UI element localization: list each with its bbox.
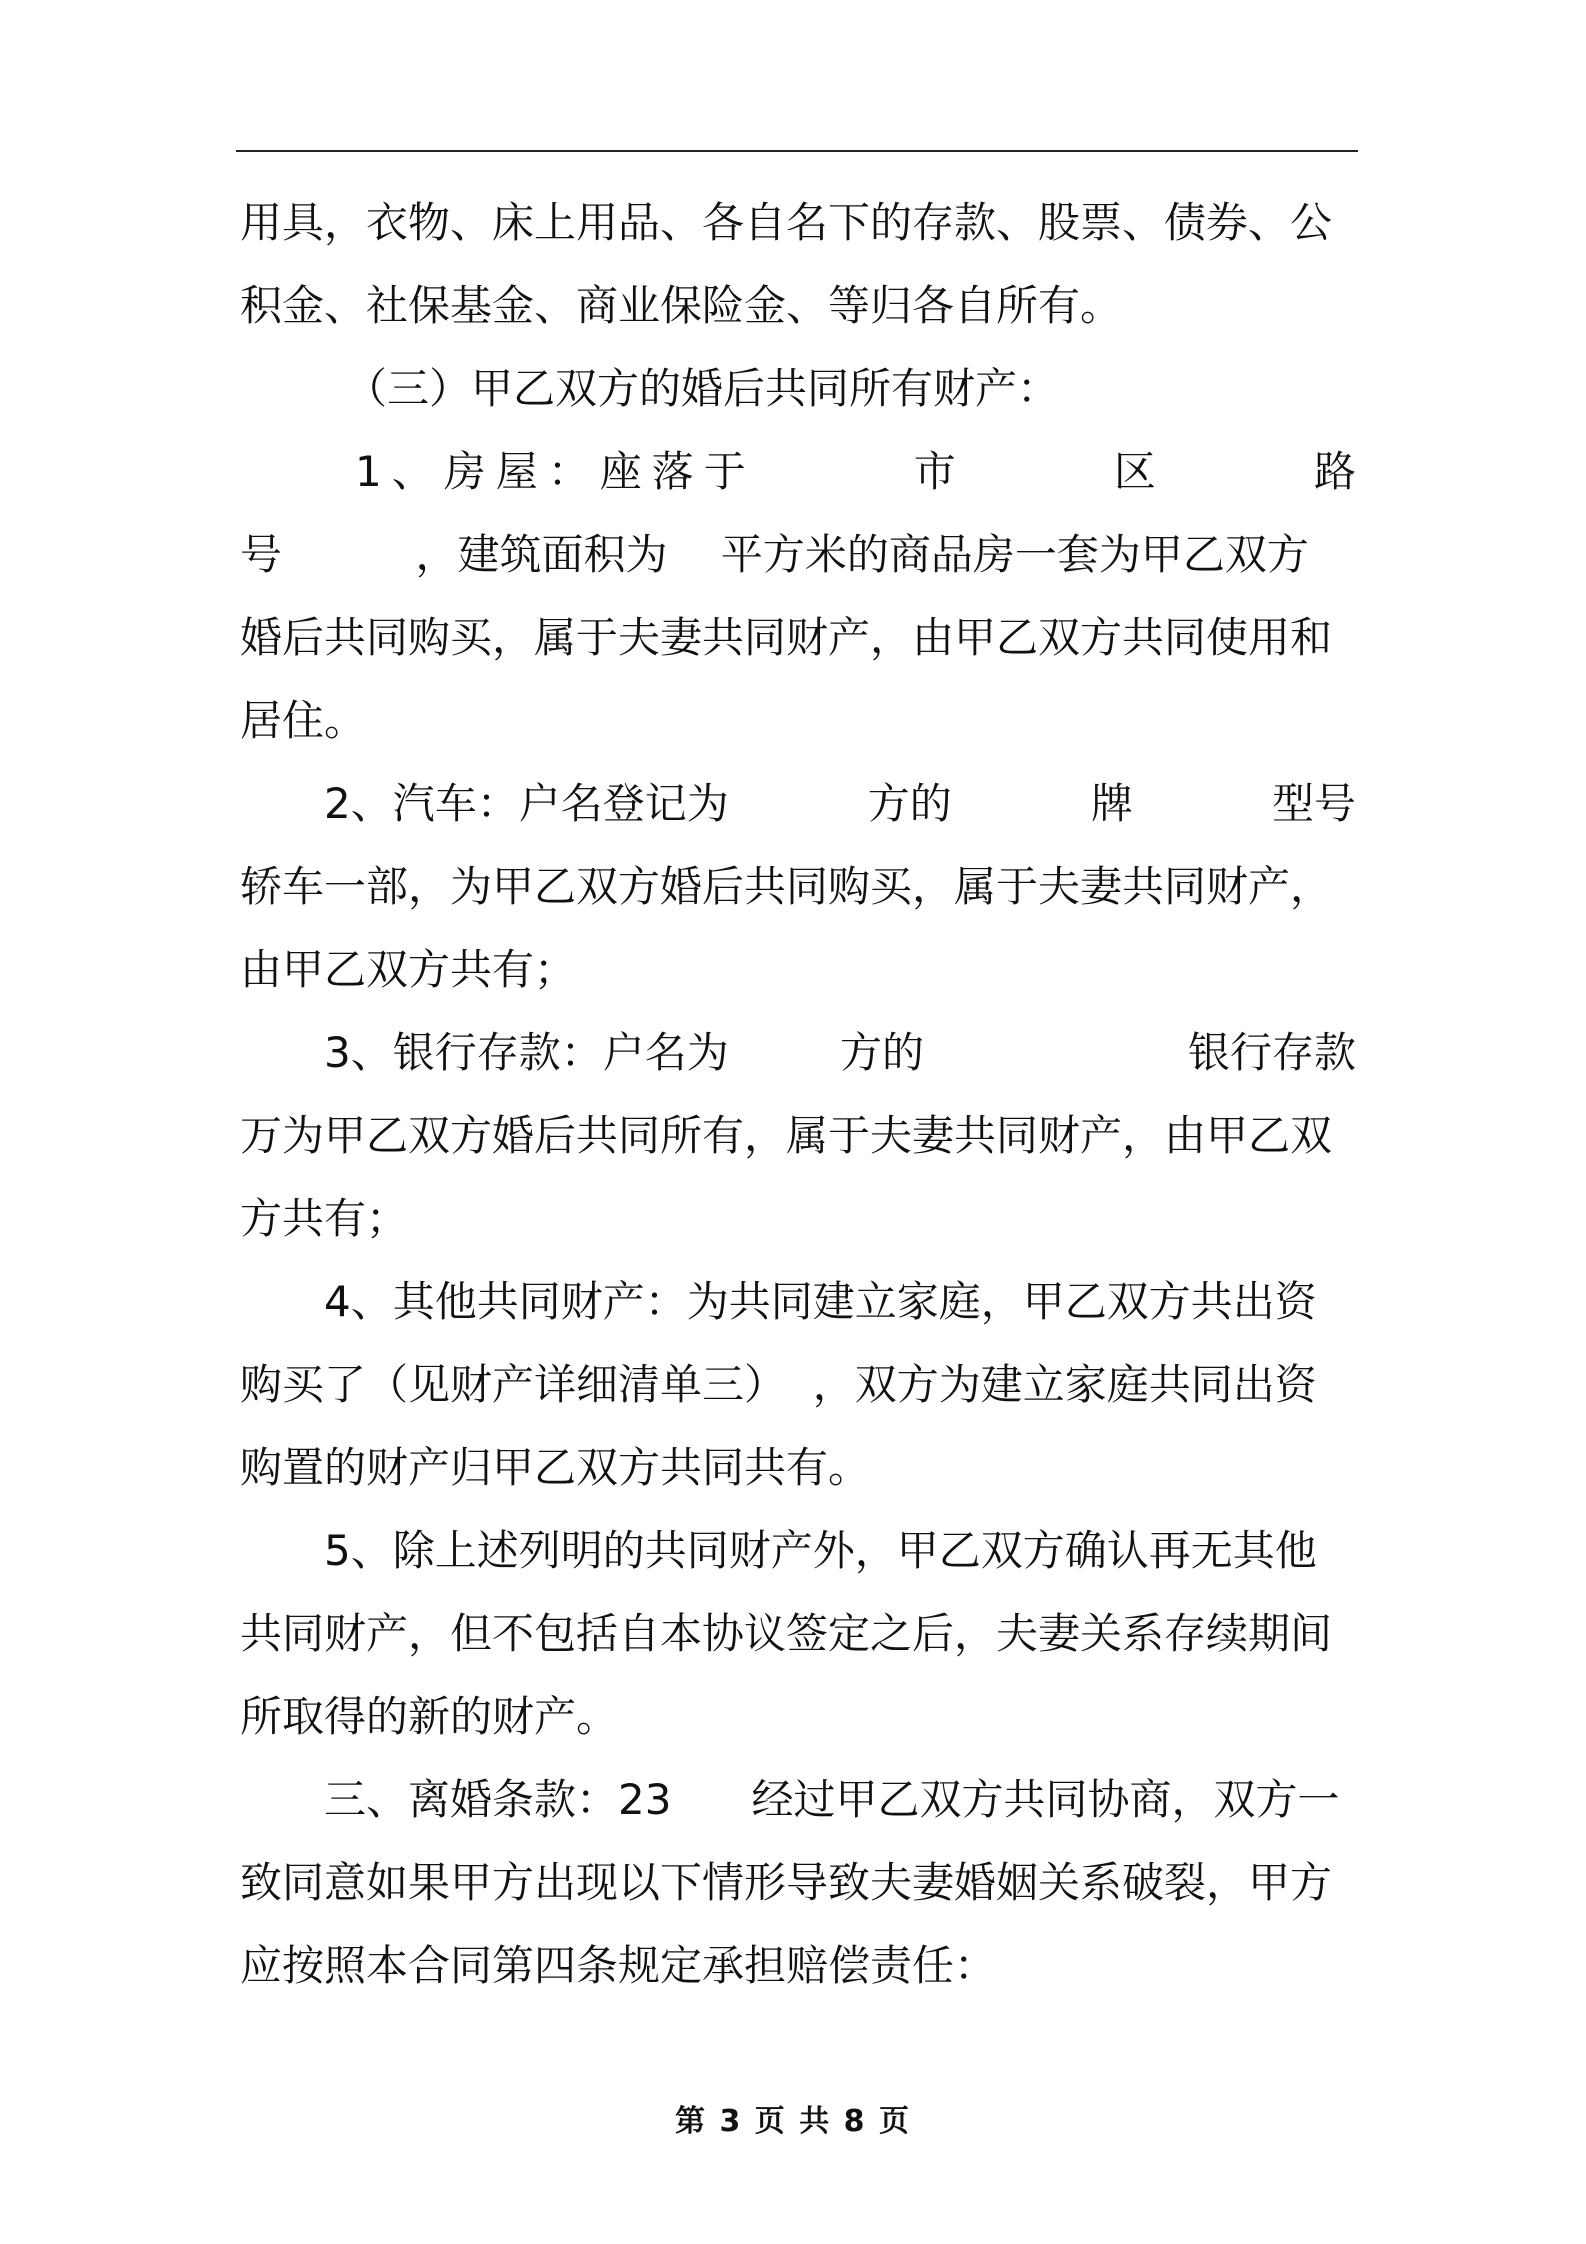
- text-line-other-1: 4、其他共同财产：为共同建立家庭，甲乙双方共出资: [324, 1277, 1317, 1326]
- bank-line: [240, 1018, 1356, 1088]
- text-line-house-3: 婚后共同购买，属于夫妻共同财产，由甲乙双方共同使用和: [240, 613, 1333, 662]
- bank-owner: 方的: [840, 1028, 925, 1077]
- car-model: 型号: [1271, 779, 1356, 828]
- text-line-house-2: 号 ，建筑面积为 平方米的商品房一套为甲乙双方: [240, 530, 1309, 579]
- text-line-exclusion-1: 5、除上述列明的共同财产外，甲乙双方确认再无其他: [324, 1526, 1317, 1575]
- car-label: 2、汽车：户名登记为: [324, 779, 729, 828]
- section-heading-divorce-terms: 三、离婚条款：23 经过甲乙双方共同协商，双方一: [324, 1775, 1340, 1824]
- house-label: 1、房屋：座落于: [355, 447, 756, 496]
- text-line-car-3: 由甲乙双方共有；: [240, 945, 577, 994]
- house-district: 区: [1113, 447, 1156, 496]
- section-heading-joint-property: （三）甲乙双方的婚后共同所有财产：: [345, 364, 1060, 413]
- text-line-other-3: 购置的财产归甲乙双方共同共有。: [240, 1443, 871, 1492]
- text-line-exclusion-2: 共同财产，但不包括自本协议签定之后，夫妻关系存续期间: [240, 1609, 1333, 1658]
- text-line-divorce-3: 应按照本合同第四条规定承担赔偿责任：: [240, 1941, 997, 1990]
- text-line-divorce-2: 致同意如果甲方出现以下情形导致夫妻婚姻关系破裂，甲方: [240, 1858, 1333, 1907]
- house-city: 市: [913, 447, 956, 496]
- header-rule: [236, 150, 1358, 152]
- text-line-exclusion-3: 所取得的新的财产。: [240, 1692, 619, 1741]
- text-line-house-4: 居住。: [240, 696, 367, 745]
- text-line-2: 积金、社保基金、商业保险金、等归各自所有。: [240, 281, 1123, 330]
- car-line: [240, 769, 1356, 839]
- text-line-car-2: 轿车一部，为甲乙双方婚后共同购买，属于夫妻共同财产，: [240, 862, 1333, 911]
- text-line-bank-3: 方共有；: [240, 1194, 409, 1243]
- bank-label: 3、银行存款：户名为: [324, 1028, 729, 1077]
- house-road: 路: [1313, 447, 1356, 496]
- text-line-1: 用具，衣物、床上用品、各自名下的存款、股票、债券、公: [240, 198, 1333, 247]
- text-line-other-2: 购买了（见财产详细清单三） ，双方为建立家庭共同出资: [240, 1360, 1317, 1409]
- car-owner: 方的: [867, 779, 952, 828]
- car-brand: 牌: [1090, 779, 1133, 828]
- house-line: [240, 437, 1356, 507]
- bank-deposit: 银行存款: [1187, 1028, 1356, 1077]
- text-line-bank-2: 万为甲乙双方婚后共同所有，属于夫妻共同财产，由甲乙双: [240, 1111, 1333, 1160]
- page-number: 第 3 页 共 8 页: [675, 2104, 911, 2139]
